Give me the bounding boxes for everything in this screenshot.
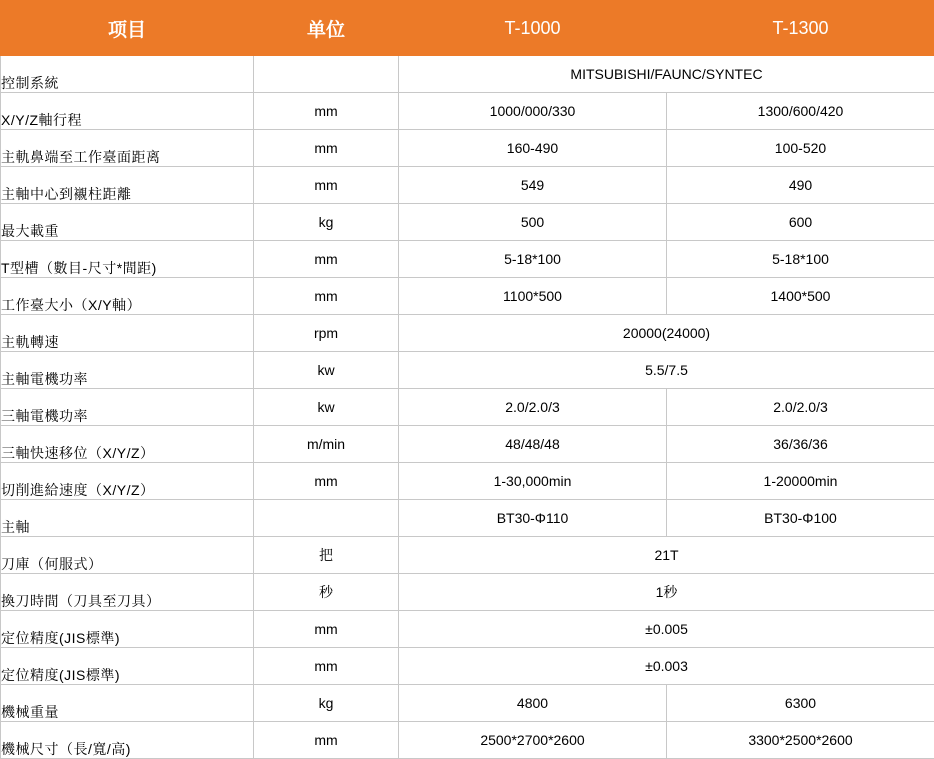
spec-unit: kg: [254, 685, 399, 722]
table-row: [1, 574, 934, 611]
spec-unit: mm: [254, 130, 399, 167]
spec-unit: 把: [254, 537, 399, 574]
table-row: [1, 685, 934, 722]
spec-value-model-2: 1400*500: [667, 278, 934, 315]
spec-item-label: 機械尺寸（長/寬/高): [1, 722, 254, 759]
spec-unit: mm: [254, 167, 399, 204]
spec-value-model-2: 6300: [667, 685, 934, 722]
spec-unit: mm: [254, 648, 399, 685]
spec-value-both-models: 5.5/7.5: [399, 352, 934, 389]
spec-value-model-2: 5-18*100: [667, 241, 934, 278]
spec-unit: kw: [254, 352, 399, 389]
spec-value-both-models: 20000(24000): [399, 315, 934, 352]
spec-value-model-2: 1-20000min: [667, 463, 934, 500]
spec-item-label: 刀庫（何服式）: [1, 537, 254, 574]
table-row: [1, 648, 934, 685]
spec-item-label: 主軸中心到襯柱距離: [1, 167, 254, 204]
spec-value-model-1: 48/48/48: [399, 426, 667, 463]
column-header-model-1: T-1000: [399, 1, 667, 56]
table-row: [1, 130, 934, 167]
spec-unit: [254, 500, 399, 537]
table-row: [1, 352, 934, 389]
table-header-row: [1, 1, 934, 56]
spec-unit: mm: [254, 463, 399, 500]
spec-unit: kw: [254, 389, 399, 426]
spec-unit: rpm: [254, 315, 399, 352]
spec-unit: mm: [254, 93, 399, 130]
spec-item-label: 主軸電機功率: [1, 352, 254, 389]
spec-item-label: 三軸快速移位（X/Y/Z）: [1, 426, 254, 463]
spec-unit: kg: [254, 204, 399, 241]
spec-item-label: 主軸: [1, 500, 254, 537]
table-row: [1, 167, 934, 204]
spec-item-label: 工作臺大小（X/Y軸）: [1, 278, 254, 315]
spec-item-label: 機械重量: [1, 685, 254, 722]
table-row: [1, 315, 934, 352]
table-row: [1, 56, 934, 93]
spec-value-model-1: 549: [399, 167, 667, 204]
spec-unit: mm: [254, 611, 399, 648]
spec-value-model-2: 100-520: [667, 130, 934, 167]
spec-item-label: 定位精度(JIS標準): [1, 611, 254, 648]
table-row: [1, 722, 934, 759]
table-row: [1, 537, 934, 574]
spec-value-model-1: 5-18*100: [399, 241, 667, 278]
spec-item-label: 切削進給速度（X/Y/Z）: [1, 463, 254, 500]
spec-item-label: 最大載重: [1, 204, 254, 241]
table-row: [1, 389, 934, 426]
spec-unit: m/min: [254, 426, 399, 463]
spec-item-label: 三軸電機功率: [1, 389, 254, 426]
spec-value-model-1: 1100*500: [399, 278, 667, 315]
spec-unit: mm: [254, 241, 399, 278]
spec-value-model-2: 2.0/2.0/3: [667, 389, 934, 426]
spec-value-model-1: 2.0/2.0/3: [399, 389, 667, 426]
column-header-unit: 单位: [254, 1, 399, 56]
table-row: [1, 463, 934, 500]
spec-value-model-1: 4800: [399, 685, 667, 722]
spec-value-model-2: 1300/600/420: [667, 93, 934, 130]
spec-value-model-2: 490: [667, 167, 934, 204]
column-header-model-2: T-1300: [667, 1, 934, 56]
table-row: [1, 93, 934, 130]
spec-unit: [254, 56, 399, 93]
spec-value-model-1: 2500*2700*2600: [399, 722, 667, 759]
spec-value-both-models: ±0.005: [399, 611, 934, 648]
table-row: [1, 500, 934, 537]
spec-value-model-2: 36/36/36: [667, 426, 934, 463]
spec-unit: 秒: [254, 574, 399, 611]
spec-value-model-2: BT30-Φ100: [667, 500, 934, 537]
table-row: [1, 426, 934, 463]
spec-value-model-2: 600: [667, 204, 934, 241]
spec-value-both-models: 1秒: [399, 574, 934, 611]
spec-value-both-models: 21T: [399, 537, 934, 574]
table-row: [1, 241, 934, 278]
spec-value-model-1: 1-30,000min: [399, 463, 667, 500]
spec-value-both-models: ±0.003: [399, 648, 934, 685]
table-row: [1, 204, 934, 241]
spec-value-model-1: 1000/000/330: [399, 93, 667, 130]
spec-value-model-1: BT30-Φ110: [399, 500, 667, 537]
column-header-item: 项目: [1, 1, 254, 56]
spec-item-label: 主軌轉速: [1, 315, 254, 352]
table-row: [1, 611, 934, 648]
spec-value-model-1: 160-490: [399, 130, 667, 167]
spec-unit: mm: [254, 278, 399, 315]
spec-item-label: 換刀時間（刀具至刀具）: [1, 574, 254, 611]
table-row: [1, 278, 934, 315]
spec-item-label: 定位精度(JIS標準): [1, 648, 254, 685]
spec-item-label: 控制系統: [1, 56, 254, 93]
spec-item-label: X/Y/Z軸行程: [1, 93, 254, 130]
spec-value-both-models: MITSUBISHI/FAUNC/SYNTEC: [399, 56, 934, 93]
spec-value-model-2: 3300*2500*2600: [667, 722, 934, 759]
spec-item-label: T型槽（數目-尺寸*間距): [1, 241, 254, 278]
spec-unit: mm: [254, 722, 399, 759]
table-body: [1, 56, 934, 759]
spec-value-model-1: 500: [399, 204, 667, 241]
spec-item-label: 主軌鼻端至工作臺面距离: [1, 130, 254, 167]
